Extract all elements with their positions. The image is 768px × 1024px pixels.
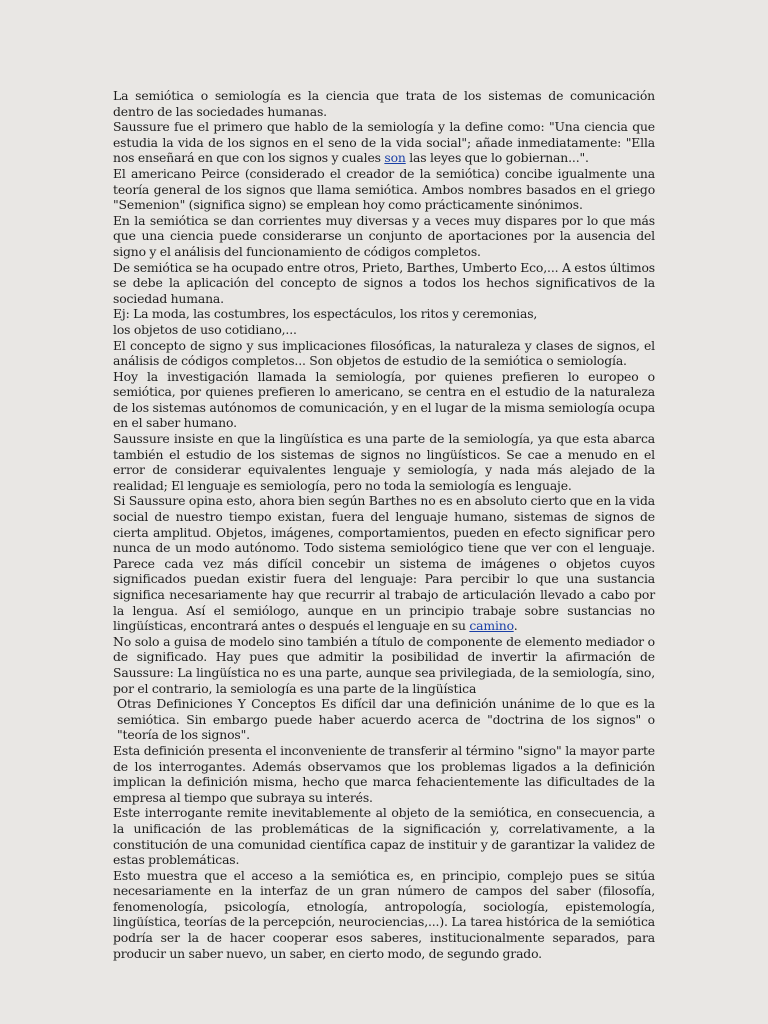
paragraph-investigacion: Hoy la investigación llamada la semiología, por quienes prefieren lo europeo o semiótica, por quienes prefieren lo americano, se centra en el estudio de la naturaleza de los sistemas autónomos de comunicación, y en el lugar de la misma semiología ocupa en el saber humano. [113, 368, 655, 431]
paragraph-inconveniente: Esta definición presenta el inconveniente de transferir al término "signo" la mayor parte de los interrogantes. Además observamos que los problemas ligados a la definición implican la definición misma, hecho que marca fehacientemente las dificultades de la empresa al tiempo que subraya su interés. [113, 742, 655, 805]
paragraph-saussure-end: las leyes que lo gobiernan...". [405, 150, 589, 166]
paragraph-autores: De semiótica se ha ocupado entre otros, Prieto, Barthes, Umberto Eco,... A estos últimos se debe la aplicación del concepto de signos a todos los hechos significativos de la sociedad humana. [113, 259, 655, 306]
paragraph-intro: La semiótica o semiología es la ciencia que trata de los sistemas de comunicación dentro de las sociedades humanas. [113, 88, 655, 119]
paragraph-interrogante: Este interrogante remite inevitablemente al objeto de la semiótica, en consecuencia, a la unificación de las problemáticas de la significación y, correlativamente, a la constitución de una comunidad científica capaz de instituir y de garantizar la validez de estas problemáticas. [113, 805, 655, 868]
camino-link[interactable]: camino [469, 618, 514, 634]
paragraph-peirce: El americano Peirce (considerado el creador de la semiótica) concibe igualmente una teoría general de los signos que llama semiótica. Ambos nombres basados en el griego "Semenion" (significa signo) se emplean hoy como prácticamente sinónimos. [113, 165, 655, 213]
paragraph-saussure-text: Saussure fue el primero que hablo de la semiología y la define como: "Una ciencia que estudia la vida de los signos en el seno de la vida social"; añade inmediatamente: "Ella nos enseñará en que con los signos y cuales [113, 119, 655, 166]
paragraph-saussure [113, 119, 655, 166]
paragraph-barthes-text: Si Saussure opina esto, ahora bien según Barthes no es en absoluto cierto que en la vida social de nuestro tiempo existan, fuera del lenguaje humano, sistemas de signos de cierta amplitud. Objetos, imágenes, comportamientos, pueden en efecto significar pero nunca de un modo autónomo. Todo sistema semiológico tiene que ver con el lenguaje. Parece cada vez más difícil concebir un sistema de imágenes o objetos cuyos significados puedan existir fuera del lenguaje: Para percibir lo que una sustancia significa necesariamente hay que recurrir al trabajo de articulación llevado a cabo por la lengua. Así el semiólogo, aunque en un principio trabaje sobre sustancias no lingüísticas, encontrará antes o después el lenguaje en su [113, 493, 655, 634]
paragraph-linguistica: Saussure insiste en que la lingüística es una parte de la semiología, ya que esta abarca también el estudio de los sistemas de signos no lingüísticos. Se cae a menudo en el error de considerar equivalentes lenguaje y semiología, y nada más alejado de la realidad; El lenguaje es semiología, pero no toda la semiología es lenguaje. [113, 431, 655, 493]
paragraph-objetos: los objetos de uso cotidiano,... [113, 321, 297, 337]
paragraph-ejemplo: Ej: La moda, las costumbres, los espectáculos, los ritos y ceremonias, [113, 306, 538, 322]
paragraph-modelo: No solo a guisa de modelo sino también a título de componente de elemento mediador o de significado. Hay pues que admitir la posibilidad de invertir la afirmación de Saussure: La lingüística no es una parte, aunque sea privilegiada, de la semiología, sino, por el contrario, la semiología es una parte de la lingüística [113, 633, 655, 696]
son-link[interactable]: son [384, 150, 406, 166]
paragraph-acceso: Esto muestra que el acceso a la semiótica es, en principio, complejo pues se sitúa necesariamente en la interfaz de un gran número de campos del saber (filosofía, fenomenología, psicología, etnología, antropología, sociología, epistemología, lingüística, teorías de la percepción, neurociencias,...). La tarea histórica de la semiótica podría ser la de hacer cooperar esos saberes, institucionalmente separados, para producir un saber nuevo, un saber, en cierto modo, de segundo grado. [113, 867, 655, 961]
paragraph-barthes-end: . [513, 618, 518, 634]
paragraph-concepto-signo: El concepto de signo y sus implicaciones filosóficas, la naturaleza y clases de signos, el análisis de códigos completos... Son objetos de estudio de la semiótica o semiología. [113, 337, 655, 369]
paragraph-barthes [113, 493, 655, 633]
paragraph-corrientes: En la semiótica se dan corrientes muy diversas y a veces muy dispares por lo que más que una ciencia puede considerarse un conjunto de aportaciones por la ausencia del signo y el análisis del funcionamiento de códigos completos. [113, 212, 655, 259]
paragraph-otras-definiciones: Otras Definiciones Y Conceptos Es difícil dar una definición unánime de lo que es la semiótica. Sin embargo puede haber acuerdo acerca de "doctrina de los signos" o "teoría de los signos". [117, 696, 655, 743]
document-body [113, 88, 655, 961]
